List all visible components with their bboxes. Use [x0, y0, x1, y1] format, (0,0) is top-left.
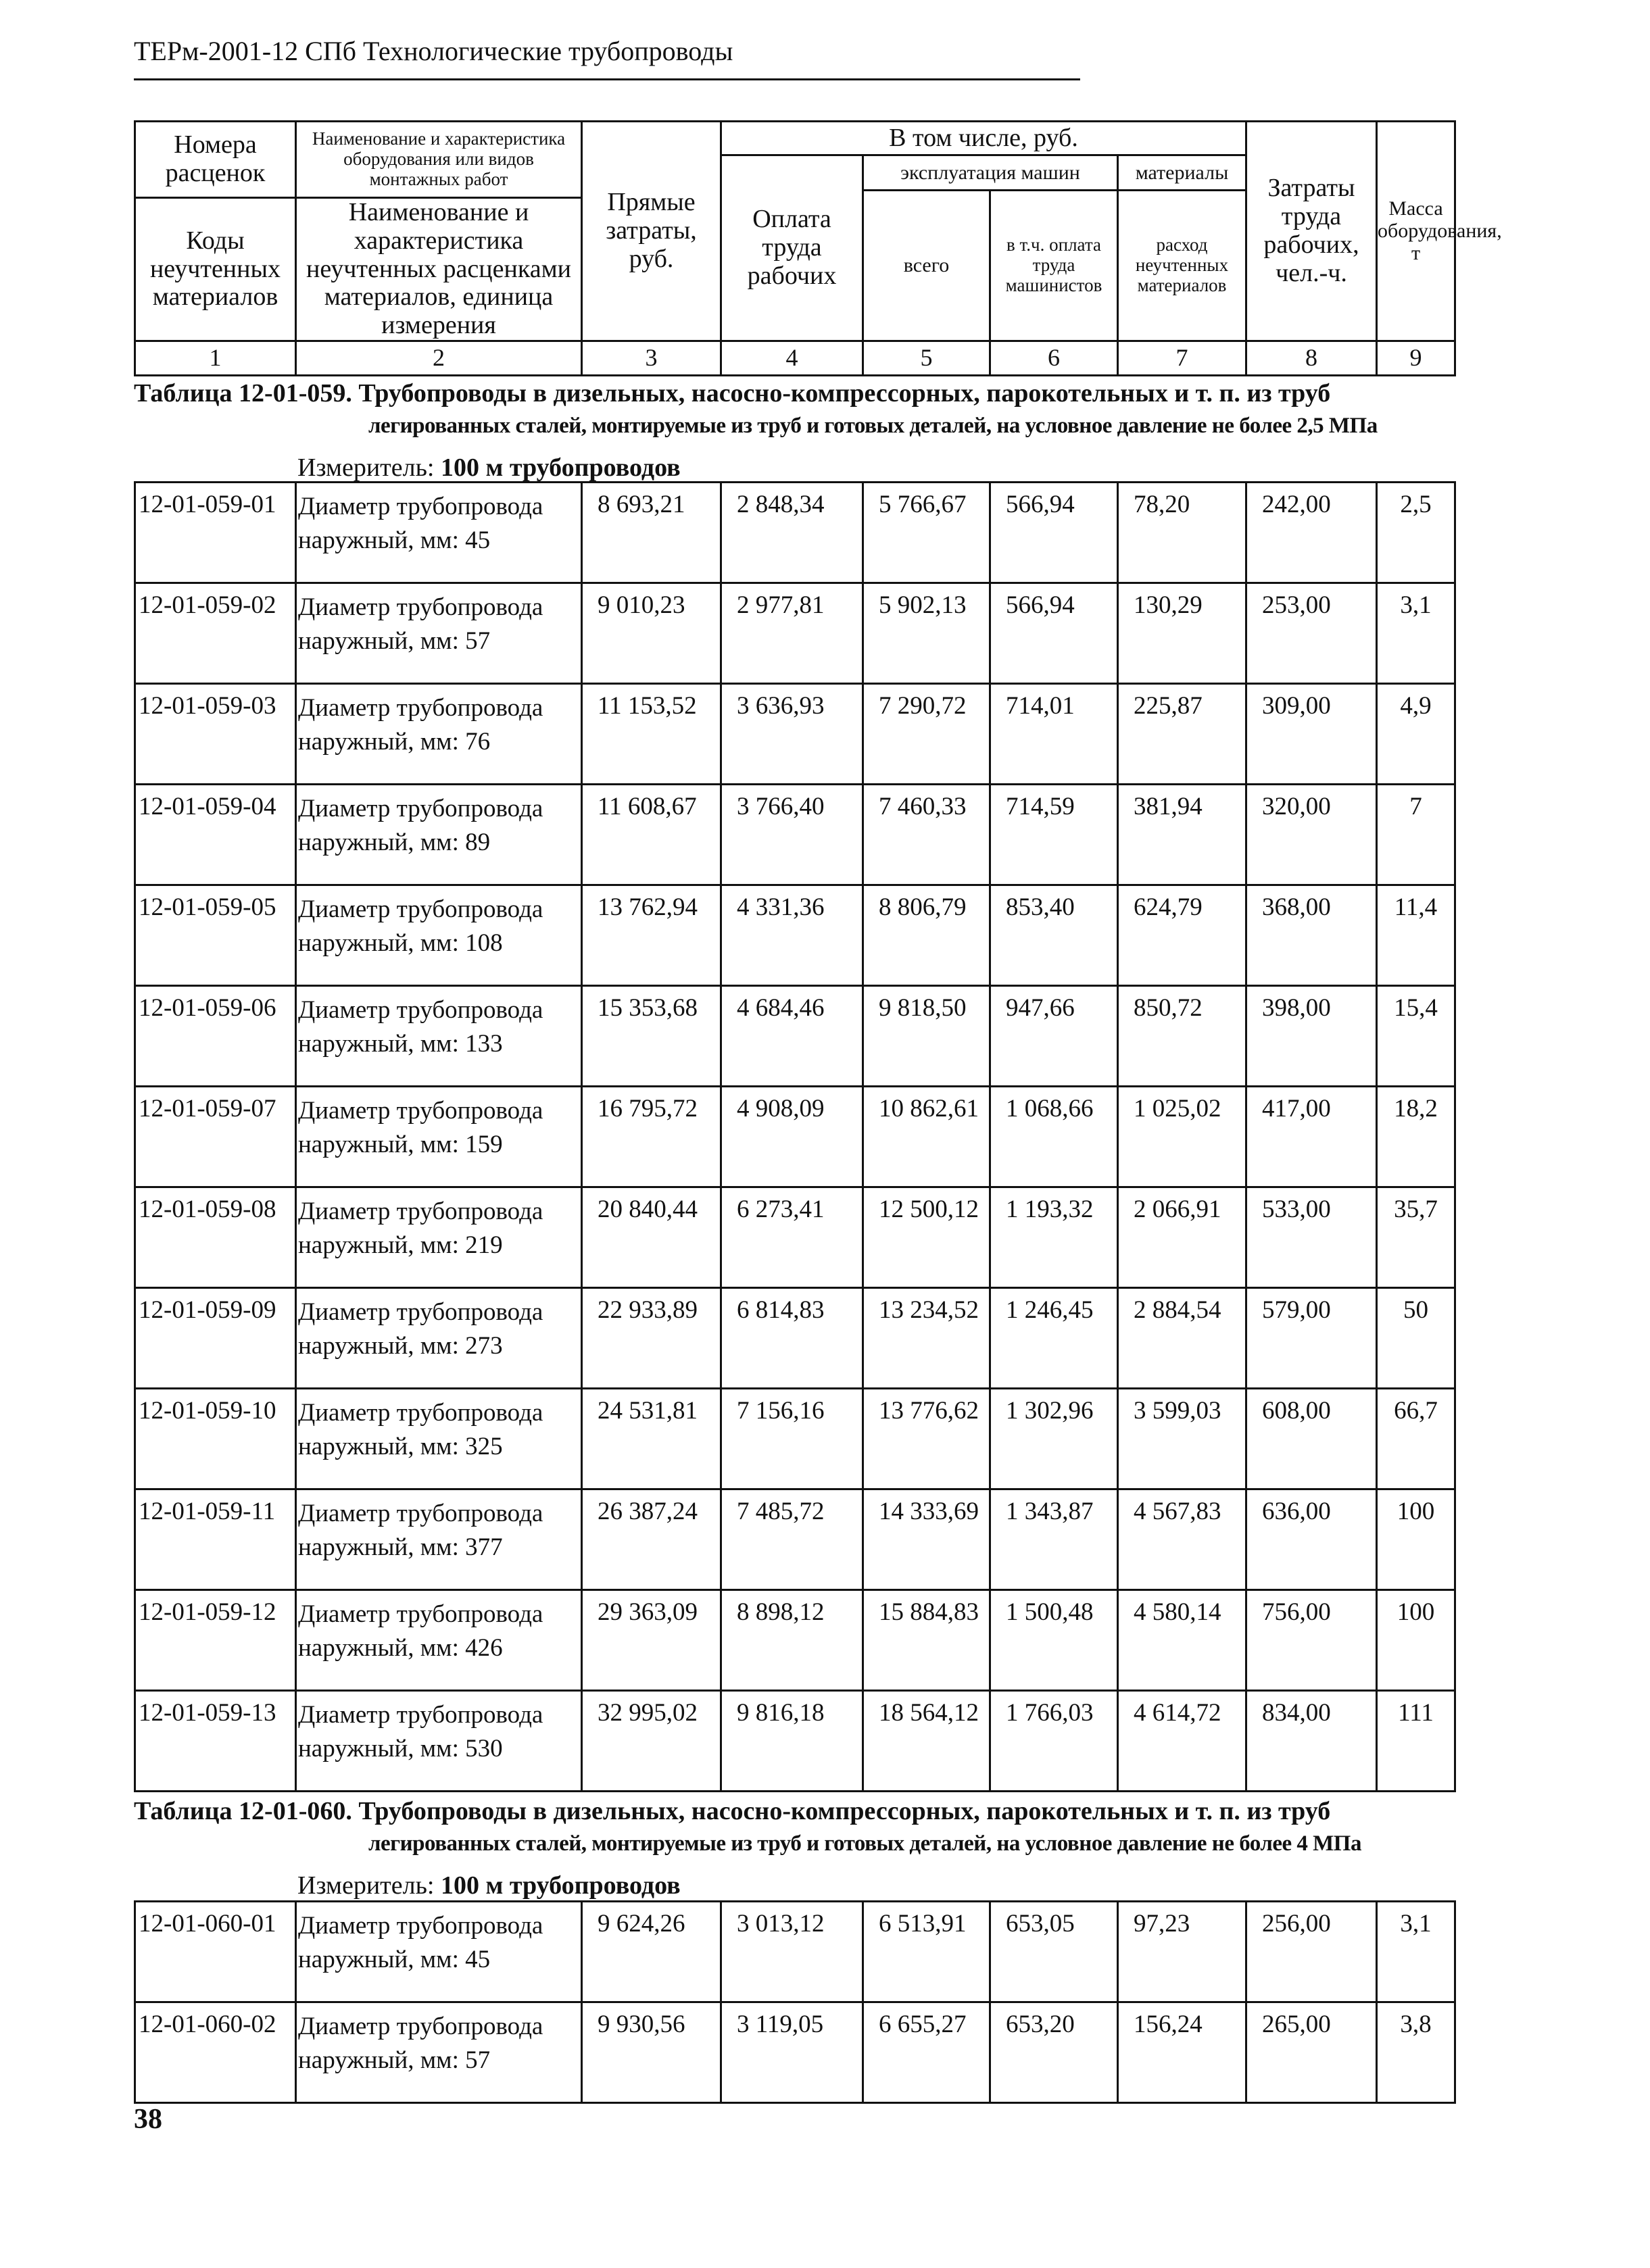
rate-name-line: Диаметр трубопровода [298, 1198, 543, 1225]
machines-total-cell: 7 290,72 [863, 684, 990, 785]
machines-total-cell: 15 884,83 [863, 1590, 990, 1691]
equipment-mass-cell: 18,2 [1377, 1087, 1455, 1187]
column-number: 6 [990, 341, 1118, 375]
rate-name-line: наружный, мм: 45 [298, 1945, 491, 1973]
direct-costs-cell: 22 933,89 [582, 1288, 721, 1389]
direct-costs-cell: 11 608,67 [582, 785, 721, 885]
materials-cost-cell: 156,24 [1118, 2002, 1246, 2103]
labor-hours-cell: 398,00 [1246, 986, 1377, 1087]
rate-code-cell: 12-01-059-05 [135, 885, 296, 986]
header-machine-operation: эксплуатация машин [863, 155, 1118, 191]
worker-pay-cell: 8 898,12 [721, 1590, 863, 1691]
rate-code-cell: 12-01-059-13 [135, 1691, 296, 1792]
header-machinist-pay: в т.ч. оплата труда машинистов [990, 190, 1118, 341]
labor-hours-cell: 320,00 [1246, 785, 1377, 885]
materials-cost-cell: 624,79 [1118, 885, 1246, 986]
table-row [135, 684, 1455, 785]
unit-label: Измеритель: [297, 453, 435, 482]
header-machines-total: всего [863, 190, 990, 341]
machinist-pay-cell: 1 193,32 [990, 1187, 1118, 1288]
header-rule [134, 78, 1080, 80]
column-number: 8 [1246, 341, 1377, 375]
rate-name-line: наружный, мм: 273 [298, 1331, 503, 1360]
worker-pay-cell: 4 908,09 [721, 1087, 863, 1187]
worker-pay-cell: 7 156,16 [721, 1389, 863, 1489]
column-number: 4 [721, 341, 863, 375]
direct-costs-cell: 9 624,26 [582, 1902, 721, 2002]
rate-code-cell: 12-01-059-09 [135, 1288, 296, 1389]
worker-pay-cell: 4 684,46 [721, 986, 863, 1087]
labor-hours-cell: 533,00 [1246, 1187, 1377, 1288]
labor-hours-cell: 756,00 [1246, 1590, 1377, 1691]
equipment-mass-cell: 66,7 [1377, 1389, 1455, 1489]
table-row [135, 1389, 1455, 1489]
rate-name-line: Диаметр трубопровода [298, 1399, 543, 1427]
machinist-pay-cell: 653,05 [990, 1902, 1118, 2002]
labor-hours-cell: 636,00 [1246, 1489, 1377, 1590]
machinist-pay-cell: 653,20 [990, 2002, 1118, 2103]
machinist-pay-cell: 714,01 [990, 684, 1118, 785]
table-row [135, 1187, 1455, 1288]
machines-total-cell: 6 513,91 [863, 1902, 990, 2002]
equipment-mass-cell: 2,5 [1377, 483, 1455, 583]
machines-total-cell: 10 862,61 [863, 1087, 990, 1187]
rate-name-cell [296, 1187, 582, 1288]
column-number: 7 [1118, 341, 1246, 375]
machinist-pay-cell: 566,94 [990, 483, 1118, 583]
rate-name-line: наружный, мм: 219 [298, 1231, 503, 1259]
materials-cost-cell: 225,87 [1118, 684, 1246, 785]
table2-title: Таблица 12-01-060. Трубопроводы в дизельных, насосно-компрессорных, парокотельных и т. п. из труб [134, 1797, 1331, 1825]
table2-subtitle: легированных сталей, монтируемые из труб и готовых деталей, на условное давление не более 4 МПа [368, 1831, 1361, 1856]
rate-name-line: Диаметр трубопровода [298, 694, 543, 722]
equipment-mass-cell: 100 [1377, 1590, 1455, 1691]
rate-code-cell: 12-01-059-03 [135, 684, 296, 785]
materials-cost-cell: 4 614,72 [1118, 1691, 1246, 1792]
machines-total-cell: 12 500,12 [863, 1187, 990, 1288]
header-equipment-mass: Масса оборудования, т [1377, 122, 1455, 341]
header-worker-pay: Оплата труда рабочих [721, 155, 863, 341]
header-including: В том числе, руб. [721, 122, 1246, 155]
table-row [135, 1489, 1455, 1590]
rate-name-line: наружный, мм: 108 [298, 929, 503, 957]
rate-name-cell [296, 1288, 582, 1389]
machinist-pay-cell: 714,59 [990, 785, 1118, 885]
rate-name-line: Диаметр трубопровода [298, 996, 543, 1024]
direct-costs-cell: 8 693,21 [582, 483, 721, 583]
labor-hours-cell: 579,00 [1246, 1288, 1377, 1389]
direct-costs-cell: 9 930,56 [582, 2002, 721, 2103]
equipment-mass-cell: 3,1 [1377, 583, 1455, 684]
rate-name-cell [296, 1087, 582, 1187]
equipment-mass-cell: 3,1 [1377, 1902, 1455, 2002]
materials-cost-cell: 2 066,91 [1118, 1187, 1246, 1288]
rate-name-line: наружный, мм: 377 [298, 1533, 503, 1561]
rate-name-line: Диаметр трубопровода [298, 1097, 543, 1125]
rate-name-line: Диаметр трубопровода [298, 1500, 543, 1527]
direct-costs-cell: 15 353,68 [582, 986, 721, 1087]
worker-pay-cell: 2 848,34 [721, 483, 863, 583]
machinist-pay-cell: 947,66 [990, 986, 1118, 1087]
rate-name-cell [296, 1489, 582, 1590]
header-work-name: Наименование и характеристика оборудования или видов монтажных работ [296, 122, 582, 198]
rate-name-line: Диаметр трубопровода [298, 795, 543, 822]
unit-value: 100 м трубопроводов [441, 453, 681, 482]
labor-hours-cell: 417,00 [1246, 1087, 1377, 1187]
table-row [135, 1691, 1455, 1792]
rate-code-cell: 12-01-059-02 [135, 583, 296, 684]
column-number: 2 [296, 341, 582, 375]
labor-hours-cell: 309,00 [1246, 684, 1377, 785]
table-row [135, 1902, 1455, 2002]
rate-name-line: Диаметр трубопровода [298, 1701, 543, 1729]
materials-cost-cell: 381,94 [1118, 785, 1246, 885]
direct-costs-cell: 32 995,02 [582, 1691, 721, 1792]
table1-title: Таблица 12-01-059. Трубопроводы в дизельных, насосно-компрессорных, парокотельных и т. п. из труб [134, 379, 1331, 408]
machines-total-cell: 6 655,27 [863, 2002, 990, 2103]
labor-hours-cell: 834,00 [1246, 1691, 1377, 1792]
table2 [134, 1900, 1456, 2104]
worker-pay-cell: 9 816,18 [721, 1691, 863, 1792]
materials-cost-cell: 78,20 [1118, 483, 1246, 583]
equipment-mass-cell: 3,8 [1377, 2002, 1455, 2103]
materials-cost-cell: 4 567,83 [1118, 1489, 1246, 1590]
column-number: 5 [863, 341, 990, 375]
direct-costs-cell: 20 840,44 [582, 1187, 721, 1288]
rate-name-line: наружный, мм: 159 [298, 1130, 503, 1158]
equipment-mass-cell: 11,4 [1377, 885, 1455, 986]
rate-name-line: Диаметр трубопровода [298, 2013, 543, 2040]
machinist-pay-cell: 1 068,66 [990, 1087, 1118, 1187]
labor-hours-cell: 242,00 [1246, 483, 1377, 583]
rate-name-line: наружный, мм: 133 [298, 1029, 503, 1058]
header-material-names: Наименование и характеристика неучтенных расценками материалов, единица измерения [296, 198, 582, 341]
table-row [135, 986, 1455, 1087]
document-header: ТЕРм-2001-12 СПб Технологические трубопроводы [134, 36, 733, 66]
labor-hours-cell: 256,00 [1246, 1902, 1377, 2002]
machinist-pay-cell: 1 302,96 [990, 1389, 1118, 1489]
rate-name-line: наружный, мм: 45 [298, 526, 491, 554]
table1-unit [297, 453, 681, 483]
rate-code-cell: 12-01-059-11 [135, 1489, 296, 1590]
rate-code-cell: 12-01-060-01 [135, 1902, 296, 2002]
materials-cost-cell: 97,23 [1118, 1902, 1246, 2002]
equipment-mass-cell: 50 [1377, 1288, 1455, 1389]
machinist-pay-cell: 853,40 [990, 885, 1118, 986]
rate-name-line: наружный, мм: 57 [298, 2046, 491, 2074]
equipment-mass-cell: 100 [1377, 1489, 1455, 1590]
machines-total-cell: 14 333,69 [863, 1489, 990, 1590]
materials-cost-cell: 130,29 [1118, 583, 1246, 684]
table-row [135, 1590, 1455, 1691]
table1 [134, 481, 1456, 1792]
rate-name-line: наружный, мм: 89 [298, 828, 491, 856]
machinist-pay-cell: 1 343,87 [990, 1489, 1118, 1590]
table-row [135, 1288, 1455, 1389]
direct-costs-cell: 11 153,52 [582, 684, 721, 785]
rate-name-cell [296, 1590, 582, 1691]
rate-name-cell [296, 483, 582, 583]
rate-name-cell [296, 885, 582, 986]
direct-costs-cell: 16 795,72 [582, 1087, 721, 1187]
unit-label: Измеритель: [297, 1871, 435, 1900]
machinist-pay-cell: 566,94 [990, 583, 1118, 684]
rate-name-line: наружный, мм: 57 [298, 626, 491, 655]
header-materials: материалы [1118, 155, 1246, 191]
worker-pay-cell: 3 013,12 [721, 1902, 863, 2002]
machinist-pay-cell: 1 246,45 [990, 1288, 1118, 1389]
rate-code-cell: 12-01-059-08 [135, 1187, 296, 1288]
column-number: 3 [582, 341, 721, 375]
rate-name-line: Диаметр трубопровода [298, 1912, 543, 1940]
materials-cost-cell: 1 025,02 [1118, 1087, 1246, 1187]
machines-total-cell: 9 818,50 [863, 986, 990, 1087]
table-row [135, 785, 1455, 885]
materials-cost-cell: 850,72 [1118, 986, 1246, 1087]
machinist-pay-cell: 1 766,03 [990, 1691, 1118, 1792]
header-rate-numbers: Номера расценок [135, 122, 296, 198]
rate-name-cell [296, 1389, 582, 1489]
rate-code-cell: 12-01-059-07 [135, 1087, 296, 1187]
materials-cost-cell: 3 599,03 [1118, 1389, 1246, 1489]
unit-value: 100 м трубопроводов [441, 1871, 681, 1900]
rate-name-line: наружный, мм: 325 [298, 1432, 503, 1460]
rate-name-line: наружный, мм: 426 [298, 1633, 503, 1662]
table-row [135, 483, 1455, 583]
header-labor-hours: Затраты труда рабочих, чел.-ч. [1246, 122, 1377, 341]
rate-name-line: наружный, мм: 530 [298, 1734, 503, 1762]
machines-total-cell: 8 806,79 [863, 885, 990, 986]
column-number: 9 [1377, 341, 1455, 375]
equipment-mass-cell: 7 [1377, 785, 1455, 885]
header-material-codes: Коды неучтенных материалов [135, 198, 296, 341]
page-number: 38 [134, 2104, 162, 2135]
worker-pay-cell: 3 119,05 [721, 2002, 863, 2103]
rate-code-cell: 12-01-059-04 [135, 785, 296, 885]
table2-unit [297, 1871, 681, 1900]
direct-costs-cell: 9 010,23 [582, 583, 721, 684]
machines-total-cell: 13 234,52 [863, 1288, 990, 1389]
equipment-mass-cell: 4,9 [1377, 684, 1455, 785]
table1-subtitle: легированных сталей, монтируемые из труб и готовых деталей, на условное давление не более 2,5 МПа [368, 414, 1378, 438]
machines-total-cell: 7 460,33 [863, 785, 990, 885]
equipment-mass-cell: 35,7 [1377, 1187, 1455, 1288]
rate-name-line: Диаметр трубопровода [298, 1298, 543, 1326]
equipment-mass-cell: 111 [1377, 1691, 1455, 1792]
column-number: 1 [135, 341, 296, 375]
equipment-mass-cell: 15,4 [1377, 986, 1455, 1087]
rate-name-cell [296, 986, 582, 1087]
rate-code-cell: 12-01-059-10 [135, 1389, 296, 1489]
header-direct-costs: Прямые затраты, руб. [582, 122, 721, 341]
rate-name-cell [296, 684, 582, 785]
rate-name-cell [296, 785, 582, 885]
direct-costs-cell: 24 531,81 [582, 1389, 721, 1489]
labor-hours-cell: 608,00 [1246, 1389, 1377, 1489]
table-row [135, 885, 1455, 986]
rate-name-line: Диаметр трубопровода [298, 493, 543, 520]
worker-pay-cell: 3 766,40 [721, 785, 863, 885]
worker-pay-cell: 3 636,93 [721, 684, 863, 785]
rate-name-line: Диаметр трубопровода [298, 895, 543, 923]
table-row [135, 1087, 1455, 1187]
rate-name-cell [296, 1902, 582, 2002]
column-header-table [134, 120, 1502, 376]
worker-pay-cell: 4 331,36 [721, 885, 863, 986]
rate-name-cell [296, 583, 582, 684]
machines-total-cell: 5 902,13 [863, 583, 990, 684]
labor-hours-cell: 265,00 [1246, 2002, 1377, 2103]
rate-code-cell: 12-01-059-12 [135, 1590, 296, 1691]
rate-name-cell [296, 2002, 582, 2103]
direct-costs-cell: 13 762,94 [582, 885, 721, 986]
rate-code-cell: 12-01-059-06 [135, 986, 296, 1087]
materials-cost-cell: 2 884,54 [1118, 1288, 1246, 1389]
rate-name-line: наружный, мм: 76 [298, 727, 491, 756]
rate-name-cell [296, 1691, 582, 1792]
materials-cost-cell: 4 580,14 [1118, 1590, 1246, 1691]
direct-costs-cell: 26 387,24 [582, 1489, 721, 1590]
machines-total-cell: 18 564,12 [863, 1691, 990, 1792]
table-row [135, 2002, 1455, 2103]
rate-code-cell: 12-01-060-02 [135, 2002, 296, 2103]
worker-pay-cell: 6 814,83 [721, 1288, 863, 1389]
header-unaccounted-materials: расход неучтенных материалов [1118, 190, 1246, 341]
rate-name-line: Диаметр трубопровода [298, 593, 543, 621]
direct-costs-cell: 29 363,09 [582, 1590, 721, 1691]
machinist-pay-cell: 1 500,48 [990, 1590, 1118, 1691]
labor-hours-cell: 368,00 [1246, 885, 1377, 986]
labor-hours-cell: 253,00 [1246, 583, 1377, 684]
worker-pay-cell: 6 273,41 [721, 1187, 863, 1288]
table-row [135, 583, 1455, 684]
machines-total-cell: 5 766,67 [863, 483, 990, 583]
rate-code-cell: 12-01-059-01 [135, 483, 296, 583]
worker-pay-cell: 7 485,72 [721, 1489, 863, 1590]
rate-name-line: Диаметр трубопровода [298, 1600, 543, 1628]
worker-pay-cell: 2 977,81 [721, 583, 863, 684]
machines-total-cell: 13 776,62 [863, 1389, 990, 1489]
